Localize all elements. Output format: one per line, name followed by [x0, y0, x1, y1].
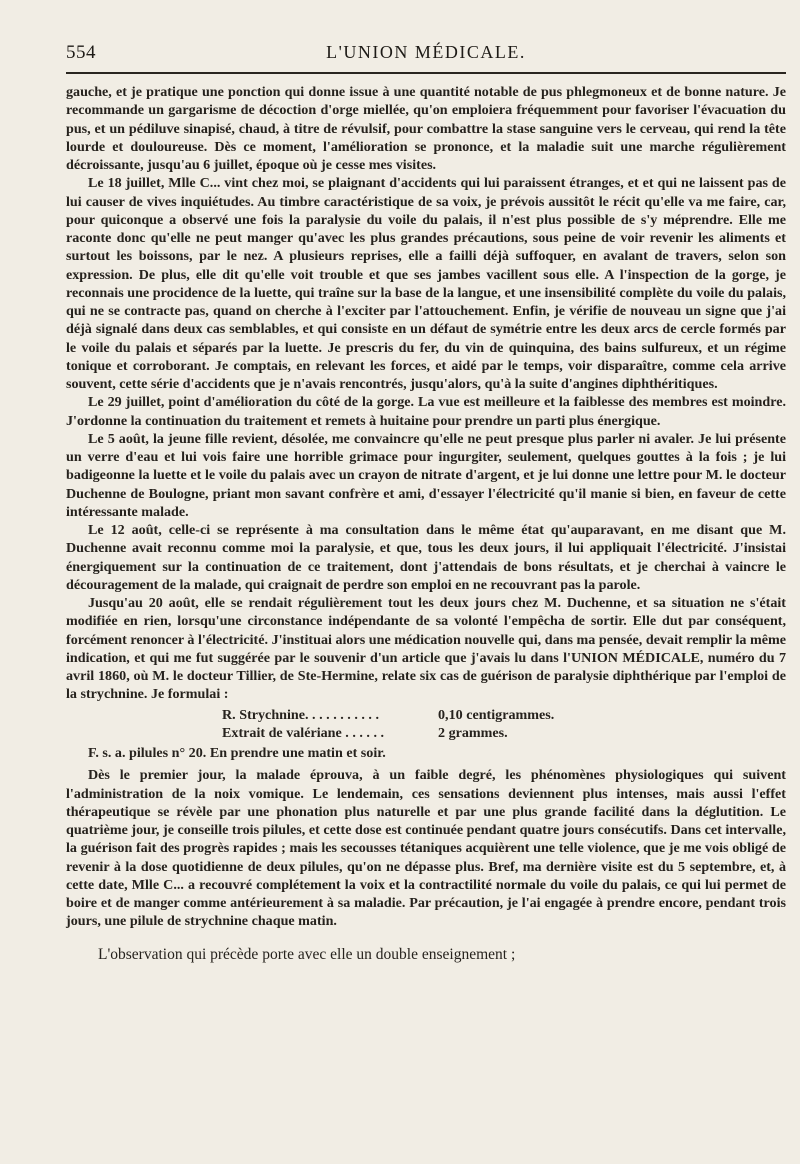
document-page [66, 40, 786, 965]
paragraph: Le 12 août, celle-ci se représente à ma consultation dans le même état qu'auparavant, en me disant que M. Duchenne avait reconnu comme moi la paralysie, et que, tous les deux jours, il lui appliquait l'électricité. J'insistai énergiquement sur la continuation de ce traitement, dont j'attendais de bons résultats, et je cherchai à vaincre le découragement de la malade, qui craignait de perdre son emploi en ne recouvrant pas la parole. [66, 522, 786, 593]
prescription-line [66, 724, 786, 742]
prescription-line [66, 706, 786, 724]
page-number: 554 [66, 42, 96, 63]
prescription-ingredient: R. Strychnine. . . . . . . . . . . [222, 706, 379, 723]
paragraph: Le 5 août, la jeune fille revient, désolée, me convaincre qu'elle ne peut presque plus parler ni avaler. Je lui présente un verre d'eau et lui vois faire une horrible grimace pour ingurgiter, seulement, quelques gouttes à la fois ; je lui badigeonne la luette et le voile du palais avec un crayon de nitrate d'argent, et je lui donne une lettre pour M. le docteur Duchenne de Boulogne, priant mon savant confrère et ami, d'essayer l'électricité qu'il manie si bien, en faveur de cette intéressante malade. [66, 430, 786, 520]
running-title: L'UNION MÉDICALE. [326, 42, 526, 62]
paragraph: Jusqu'au 20 août, elle se rendait régulièrement tout les deux jours chez M. Duchenne, et sa situation ne s'était modifiée en rien, lorsqu'une circonstance indépendante de sa volonté l'empêcha de sortir. Elle dut par conséquent, forcément renoncer à l'électricité. J'instituai alors une médication nouvelle qui, dans ma pensée, devait remplir la même indication, et qui me fut suggérée par le souvenir d'un article que j'avais lu dans l'UNION MÉDICALE, numéro du 7 avril 1860, où M. le docteur Tillier, de Ste-Hermine, relate six cas de guérison de paralysie diphthérique par l'emploi de la strychnine. Je formulai : [66, 595, 786, 703]
paragraph: Le 18 juillet, Mlle C... vint chez moi, se plaignant d'accidents qui lui paraissent étranges, et et qui ne laissent pas de lui causer de vives inquiétudes. Au timbre caractéristique de sa voix, je prévois aussitôt le récit qu'elle va me faire, car, pour quiconque a observé une fois la paralysie du voile du palais, il n'est plus possible de s'y méprendre. Elle me raconte donc qu'elle ne peut manger qu'avec les plus grandes précautions, sous peine de voir revenir les aliments et surtout les boissons, par le nez. A plusieurs reprises, elle a failli déjà suffoquer, en avalant de travers, selon son expression. De plus, elle dit qu'elle voit trouble et que ses jambes vacillent sous elle. A l'inspection de la gorge, je reconnais une procidence de la luette, qui traîne sur la base de la langue, et une insensibilité complète du voile du palais, qui ne se contracte pas, quand on cherche à l'exciter par l'attouchement. Enfin, je vérifie de nouveau un signe que j'ai déjà signalé dans deux cas semblables, et qui consiste en un défaut de symétrie entre les deux arcs de cercle formés par le voile du palais et séparés par la luette. Je prescris du fer, du vin de quinquina, des bains sulfureux, et un régime tonique et corroborant. Je comptais, en relevant les forces, et aidé par le temps, voir disparaître, comme cela arrive souvent, cette série d'accidents que je n'avais rencontrés, jusqu'alors, qu'à la suite d'angines diphthéritiques. [66, 175, 786, 392]
paragraph: Le 29 juillet, point d'amélioration du côté de la gorge. La vue est meilleure et la faiblesse des membres est moindre. J'ordonne la continuation du traitement et remets à huitaine pour prendre un parti plus énergique. [66, 394, 786, 429]
closing-line: L'observation qui précède porte avec elle un double enseignement ; [98, 945, 516, 963]
prescription-dose: 2 grammes. [438, 724, 508, 741]
body-text [66, 83, 786, 931]
prescription-ingredient: Extrait de valériane . . . . . . [222, 724, 385, 741]
paragraph: gauche, et je pratique une ponction qui donne issue à une quantité notable de pus phlegmoneux et de bonne nature. Je recommande un gargarisme de décoction d'orge miellée, qu'on emploiera fréquemment pour favoriser l'évacuation du pus, et un pédiluve sinapisé, chaud, à titre de révulsif, pour combattre la stase sanguine vers le cerveau, qui rend la tête lourde et douloureuse. Dès ce moment, l'amélioration se prononce, et la maladie suit une marche régulièrement décroissante, jusqu'au 6 juillet, époque où je cesse mes visites. [66, 84, 786, 173]
prescription-instructions: F. s. a. pilules n° 20. En prendre une matin et soir. [88, 745, 386, 761]
prescription-dose: 0,10 centigrammes. [438, 706, 555, 723]
page-header [66, 40, 786, 68]
paragraph: Dès le premier jour, la malade éprouva, à un faible degré, les phénomènes physiologiques qui suivent l'administration de la noix vomique. Le lendemain, ces sensations deviennent plus intenses, mais aussi l'effet thérapeutique se révèle par une phonation plus naturelle et par une plus grande facilité dans la déglutition. Le quatrième jour, je conseille trois pilules, et cette dose est continuée pendant quatre jours consécutifs. Dans cet intervalle, la guérison fait des progrès rapides ; mais les secousses tétaniques acquièrent une telle violence, que je me vois obligé de revenir à la dose quotidienne de deux pilules, qu'on ne dépasse plus. Bref, ma dernière visite est du 5 septembre, et, à cette date, Mlle C... a recouvré complétement la voix et la contractilité normale du voile du palais, ce qui lui permet de boire et de manger comme antérieurement à sa maladie. Par précaution, je l'ai engagée à prendre encore, pendant trois jours, une pilule de strychnine chaque matin. [66, 767, 786, 930]
prescription [66, 706, 786, 743]
header-rule [66, 72, 786, 74]
